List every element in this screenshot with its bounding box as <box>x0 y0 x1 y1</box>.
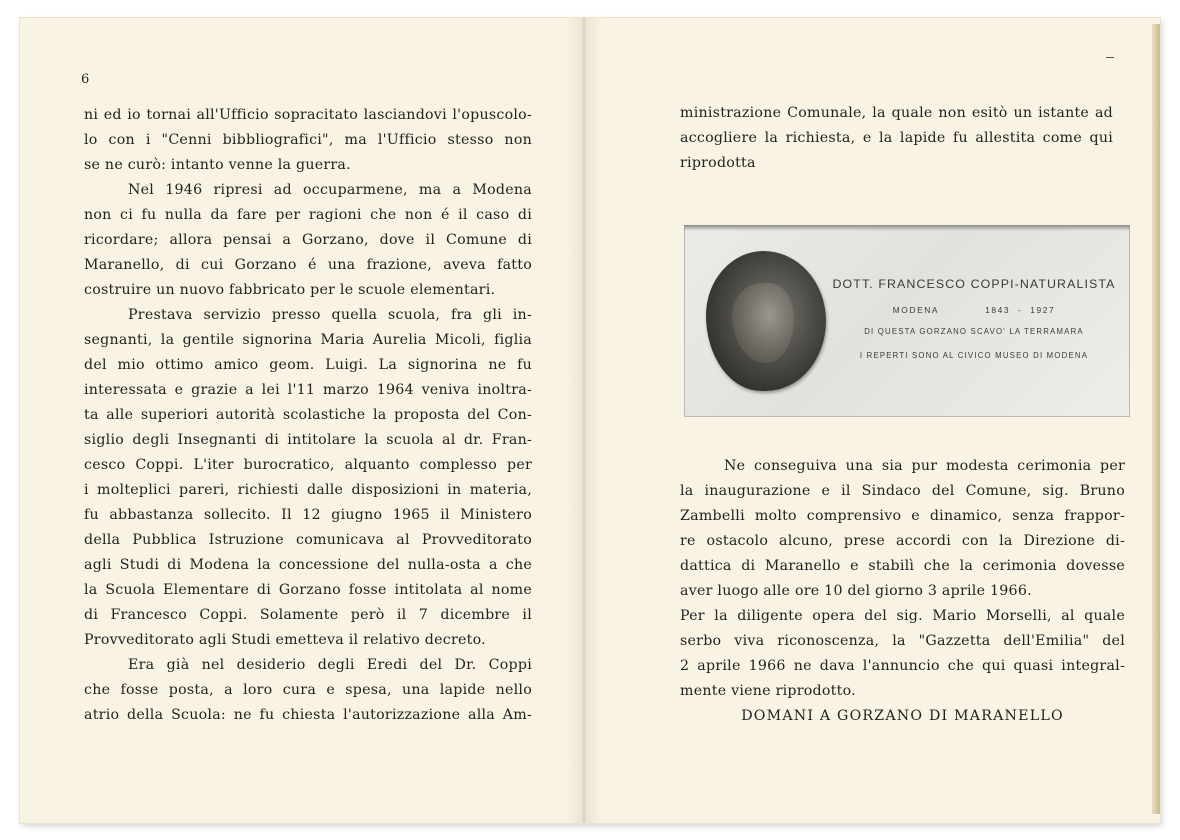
text-line: ministrazione Comunale, la quale non esitò un istante ad <box>680 105 1113 121</box>
text-line: Provveditorato agli Studi emetteva il relativo decreto. <box>84 632 486 648</box>
plaque-line-dates <box>824 305 1124 315</box>
text-line: serbo viva riconoscenza, la "Gazzetta dell'Emilia" del <box>680 633 1125 649</box>
text-line: fu abbastanza sollecito. Il 12 giugno 1965 il Ministero <box>84 507 532 523</box>
text-line: 2 aprile 1966 ne dava l'annuncio che qui quasi integral- <box>680 658 1125 674</box>
text-line: se ne curò: intanto venne la guerra. <box>84 157 351 173</box>
right-page-text-bottom <box>680 454 1125 704</box>
text-line: Ne conseguiva una sia pur modesta cerimonia per <box>724 458 1125 474</box>
text-line: la Scuola Elementare di Gorzano fosse intitolata al nome <box>84 582 532 598</box>
text-line: la inaugurazione e il Sindaco del Comune, sig. Bruno <box>680 483 1125 499</box>
page-edge <box>1152 24 1160 814</box>
text-line: costruire un nuovo fabbricato per le scuole elementari. <box>84 282 496 298</box>
text-line: Per la diligente opera del sig. Mario Morselli, al quale <box>680 608 1125 624</box>
plaque-line-name: DOTT. FRANCESCO COPPI-NATURALISTA <box>832 277 1116 291</box>
left-page-text <box>84 103 532 728</box>
plaque-year-birth: 1843 <box>985 305 1011 315</box>
text-line: agli Studi di Modena la concessione del nulla-osta a che <box>84 557 532 573</box>
plaque-line-terramara: DI QUESTA GORZANO SCAVO' LA TERRAMARA <box>864 327 1084 336</box>
book-gutter <box>566 18 602 823</box>
text-line: re ostacolo alcuno, prese accordi con la Direzione di- <box>680 533 1125 549</box>
text-line: della Pubblica Istruzione comunicava al Provveditorato <box>84 532 532 548</box>
text-line: dattica di Maranello e stabilì che la cerimonia dovesse <box>680 558 1125 574</box>
text-line: interessata e grazie a lei l'11 marzo 1964 veniva inoltra- <box>84 382 532 398</box>
text-line: i molteplici pareri, richiesti dalle disposizioni in materia, <box>84 482 532 498</box>
text-line: siglio degli Insegnanti di intitolare la scuola al dr. Fran- <box>84 432 532 448</box>
text-line: Zambelli molto comprensivo e dinamico, senza frappor- <box>680 508 1125 524</box>
text-line: Maranello, di cui Gorzano é una frazione, aveva fatto <box>84 257 532 273</box>
text-line: riprodotta <box>680 155 756 171</box>
plaque-line-museum: I REPERTI SONO AL CIVICO MUSEO DI MODENA <box>859 351 1089 360</box>
text-line: segnanti, la gentile signorina Maria Aurelia Micoli, figlia <box>84 332 532 348</box>
plaque-photo <box>684 225 1130 417</box>
text-line: accogliere la richiesta, e la lapide fu allestita come qui <box>680 130 1113 146</box>
text-line: di Francesco Coppi. Solamente però il 7 dicembre il <box>84 607 532 623</box>
text-line: cesco Coppi. L'iter burocratico, alquanto complesso per <box>84 457 532 473</box>
text-line: aver luogo alle ore 10 del giorno 3 aprile 1966. <box>680 583 1032 599</box>
text-line: atrio della Scuola: ne fu chiesta l'autorizzazione alla Am- <box>84 707 532 723</box>
plaque-dash: - <box>1017 305 1023 315</box>
text-line: che fosse posta, a loro cura e spesa, una lapide nello <box>84 682 532 698</box>
text-line: ta alle superiori autorità scolastiche la proposta del Con- <box>84 407 532 423</box>
text-line: mente viene riprodotto. <box>680 683 856 699</box>
text-line: ni ed io tornai all'Ufficio sopracitato lasciandovi l'opuscolo- <box>84 107 532 123</box>
article-heading: DOMANI A GORZANO DI MARANELLO <box>741 708 1064 724</box>
text-line: non ci fu nulla da fare per ragioni che non é il caso di <box>84 207 532 223</box>
corner-mark <box>1106 57 1114 58</box>
text-line: del mio ottimo amico geom. Luigi. La signorina ne fu <box>84 357 532 373</box>
text-line: lo con i "Cenni bibbliografici", ma l'Ufficio stesso non <box>84 132 532 148</box>
text-line: ricordare; allora pensai a Gorzano, dove il Comune di <box>84 232 532 248</box>
text-line: Prestava servizio presso quella scuola, fra gli in- <box>128 307 532 323</box>
plaque-city: MODENA <box>892 305 940 315</box>
right-page-text-top <box>680 101 1113 176</box>
page-number: 6 <box>81 72 90 87</box>
plaque-year-death: 1927 <box>1030 305 1056 315</box>
text-line: Nel 1946 ripresi ad occuparmene, ma a Modena <box>128 182 532 198</box>
text-line: Era già nel desiderio degli Eredi del Dr. Coppi <box>128 657 532 673</box>
